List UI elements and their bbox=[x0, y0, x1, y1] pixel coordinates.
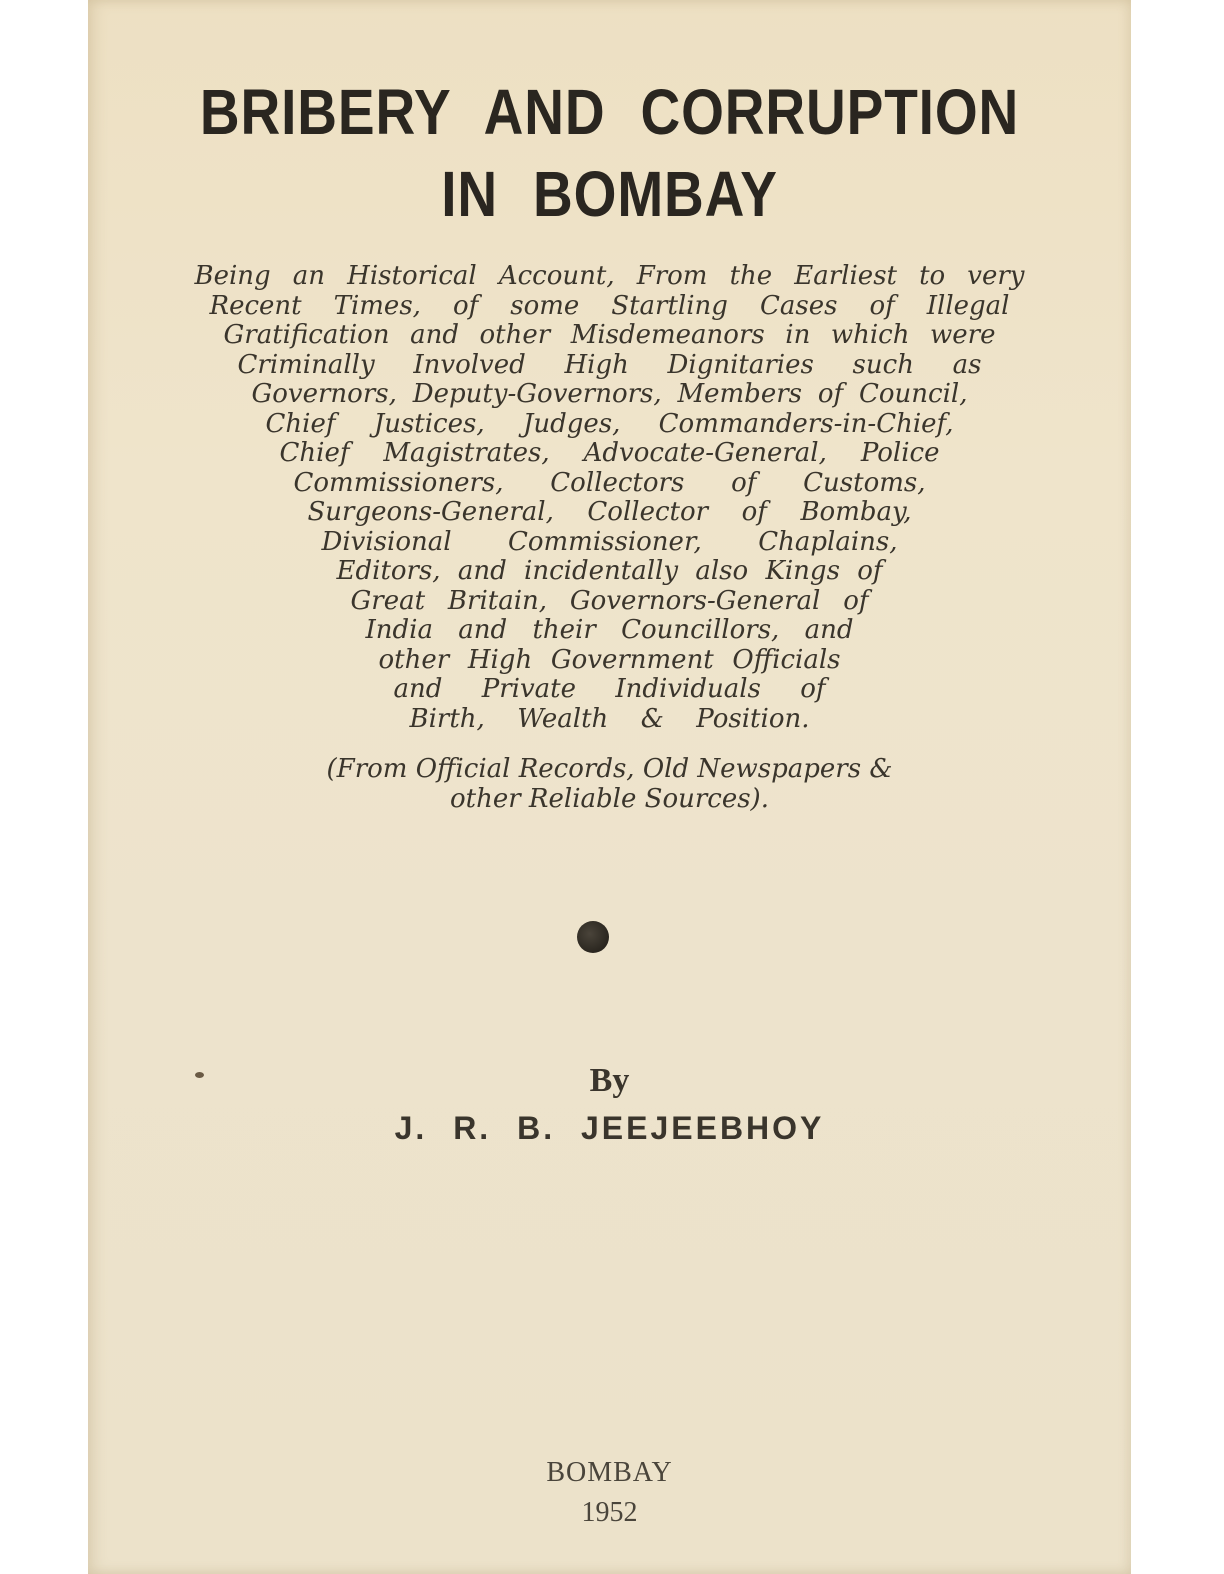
description-line: Gratification and other Misdemeanors in which were bbox=[223, 320, 996, 350]
description-line: Chief Justices, Judges, Commanders-in-Chief, bbox=[265, 408, 954, 439]
description-line: Birth, Wealth & Position. bbox=[409, 703, 810, 734]
sources-line-2: other Reliable Sources). bbox=[450, 784, 769, 814]
description-line: Governors, Deputy-Governors, Members of Council, bbox=[251, 379, 968, 409]
printer-ornament-dot bbox=[577, 921, 609, 953]
description-line: and Private Individuals of bbox=[393, 674, 826, 704]
description-line: Surgeons-General, Collector of Bombay, bbox=[307, 497, 912, 527]
sources-line-1: (From Official Records, Old Newspapers & bbox=[326, 754, 893, 784]
subtitle-description bbox=[88, 262, 1131, 734]
title-page bbox=[88, 0, 1131, 1574]
byline-by: By bbox=[589, 1062, 630, 1099]
description-line: other High Government Officials bbox=[378, 644, 841, 675]
description-line: Editors, and incidentally also Kings of bbox=[336, 556, 883, 586]
description-line: India and their Councillors, and bbox=[365, 615, 854, 645]
description-line: Chief Magistrates, Advocate-General, Police bbox=[279, 438, 940, 468]
description-line: Divisional Commissioner, Chaplains, bbox=[321, 526, 898, 557]
description-line: Criminally Involved High Dignitaries such as bbox=[237, 349, 982, 380]
sources-note bbox=[88, 754, 1131, 814]
author-name: J. R. B. JEEJEEBHOY bbox=[394, 1110, 825, 1146]
description-line: Being an Historical Account, From the Earliest to very bbox=[194, 261, 1025, 291]
description-line: Commissioners, Collectors of Customs, bbox=[293, 467, 926, 498]
imprint-year: 1952 bbox=[581, 1497, 638, 1528]
description-line: Recent Times, of some Startling Cases of Illegal bbox=[209, 290, 1010, 321]
book-title-line-1: BRIBERY AND CORRUPTION bbox=[199, 76, 1020, 148]
book-title-line-2: IN BOMBAY bbox=[441, 158, 778, 230]
imprint-place: BOMBAY bbox=[546, 1457, 673, 1488]
description-line: Great Britain, Governors-General of bbox=[350, 585, 869, 616]
